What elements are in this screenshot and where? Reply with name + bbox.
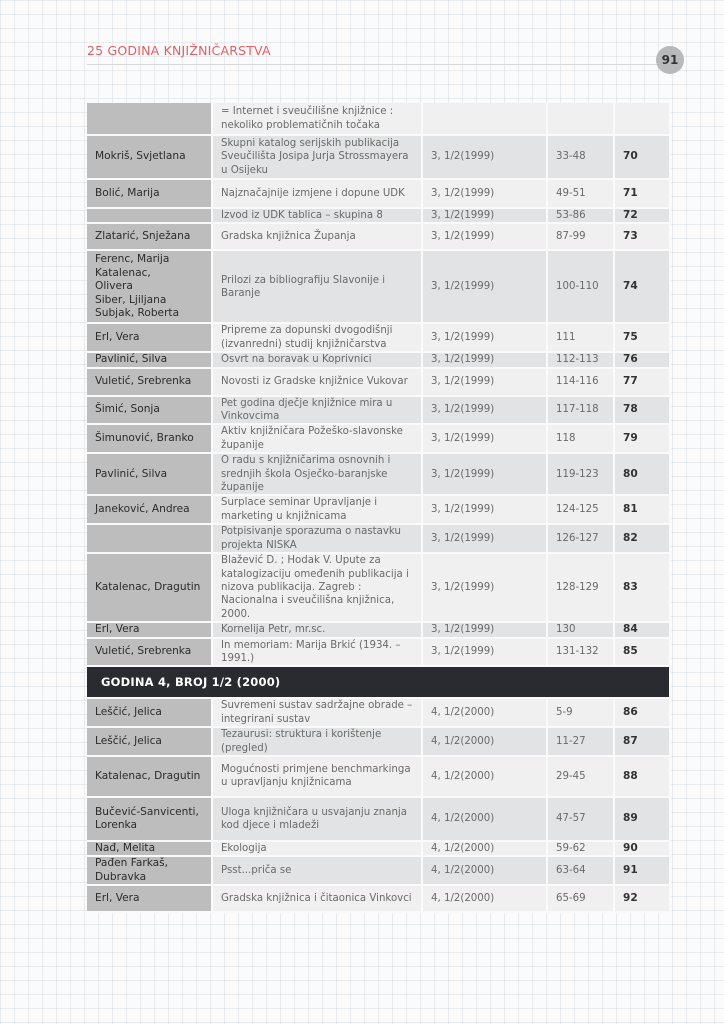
table-row: [87, 453, 670, 495]
issue-cell: 3, 1/2(1999): [422, 250, 547, 323]
pages-cell: 112-113: [547, 352, 614, 367]
issue-cell: 3, 1/2(1999): [422, 453, 547, 495]
entry-number-cell: 70: [614, 135, 670, 179]
author-cell: Katalenac, Dragutin: [87, 553, 212, 622]
author-cell: Erl, Vera: [87, 885, 212, 912]
author-line: Siber, Ljiljana: [95, 293, 167, 306]
pages-cell: 100-110: [547, 250, 614, 323]
title-cell: Skupni katalog serijskih publikacija Sveučilišta Josipa Jurja Strossmayera u Osijeku: [212, 135, 422, 179]
issue-cell: [422, 103, 547, 135]
entry-number-cell: 75: [614, 323, 670, 352]
author-line: Katalenac,: [95, 266, 151, 279]
author-cell: Nađ, Melita: [87, 841, 212, 856]
table-row: [87, 524, 670, 553]
author-cell: Pavlinić, Silva: [87, 352, 212, 367]
pages-cell: 111: [547, 323, 614, 352]
author-cell: Pađen Farkaš, Dubravka: [87, 856, 212, 885]
pages-cell: 118: [547, 424, 614, 453]
entry-number-cell: 92: [614, 885, 670, 912]
table-row: [87, 424, 670, 453]
section-header-label: GODINA 4, BROJ 1/2 (2000): [87, 666, 670, 698]
table-row: [87, 208, 670, 223]
table-row: [87, 179, 670, 208]
pages-cell: 117-118: [547, 396, 614, 425]
pages-cell: 65-69: [547, 885, 614, 912]
pages-cell: 126-127: [547, 524, 614, 553]
pages-cell: 53-86: [547, 208, 614, 223]
title-cell: Prilozi za bibliografiju Slavonije i Baranje: [212, 250, 422, 323]
author-cell: Šimunović, Branko: [87, 424, 212, 453]
author-cell: Bučević-Sanvicenti, Lorenka: [87, 797, 212, 841]
pages-cell: 124-125: [547, 495, 614, 524]
issue-cell: 3, 1/2(1999): [422, 424, 547, 453]
author-cell: Leščić, Jelica: [87, 727, 212, 756]
entry-number-cell: 80: [614, 453, 670, 495]
entry-number-cell: 88: [614, 756, 670, 797]
title-cell: In memoriam: Marija Brkić (1934. – 1991.): [212, 638, 422, 667]
table-row: [87, 756, 670, 797]
pages-cell: 33-48: [547, 135, 614, 179]
issue-cell: 4, 1/2(2000): [422, 756, 547, 797]
author-cell: Zlatarić, Snježana: [87, 223, 212, 250]
entry-number-cell: 83: [614, 553, 670, 622]
issue-cell: 3, 1/2(1999): [422, 208, 547, 223]
bibliography-table: [87, 103, 671, 913]
running-header-title: 25 GODINA KNJIŽNIČARSTVA: [87, 43, 271, 58]
table-row: [87, 553, 670, 622]
title-cell: Novosti iz Gradske knjižnice Vukovar: [212, 368, 422, 396]
pages-cell: 119-123: [547, 453, 614, 495]
title-cell: Tezaurusi: struktura i korištenje (pregled): [212, 727, 422, 756]
author-cell: Katalenac, Dragutin: [87, 756, 212, 797]
title-cell: Mogućnosti primjene benchmarkinga u upravljanju knjižnicama: [212, 756, 422, 797]
issue-cell: 3, 1/2(1999): [422, 638, 547, 667]
title-cell: Blažević D. ; Hodak V. Upute za katalogizaciju omeđenih publikacija i nizova publikacija. Zagreb : Nacionalna i sveučilišna knjižnica, 2000.: [212, 553, 422, 622]
pages-cell: 29-45: [547, 756, 614, 797]
table-row: [87, 223, 670, 250]
author-cell: [87, 103, 212, 135]
title-cell: Najznačajnije izmjene i dopune UDK: [212, 179, 422, 208]
title-cell: Ekologija: [212, 841, 422, 856]
author-line: Ferenc, Marija: [95, 253, 170, 266]
section-header-row: [87, 666, 670, 698]
entry-number-cell: 78: [614, 396, 670, 425]
issue-cell: 3, 1/2(1999): [422, 179, 547, 208]
entry-number-cell: 84: [614, 622, 670, 637]
pages-cell: 130: [547, 622, 614, 637]
issue-cell: 3, 1/2(1999): [422, 622, 547, 637]
author-cell: Erl, Vera: [87, 622, 212, 637]
table-row: [87, 841, 670, 856]
table-row: [87, 368, 670, 396]
author-line: Olivera: [95, 280, 133, 293]
table-row: [87, 250, 670, 323]
table-row: [87, 622, 670, 637]
table-row: [87, 727, 670, 756]
author-cell: Bolić, Marija: [87, 179, 212, 208]
author-cell: [87, 250, 212, 323]
entry-number-cell: 74: [614, 250, 670, 323]
entry-number-cell: 72: [614, 208, 670, 223]
table-row: [87, 352, 670, 367]
author-cell: Mokriš, Svjetlana: [87, 135, 212, 179]
issue-cell: 3, 1/2(1999): [422, 368, 547, 396]
issue-cell: 3, 1/2(1999): [422, 553, 547, 622]
issue-cell: 3, 1/2(1999): [422, 524, 547, 553]
title-cell: Aktiv knjižničara Požeško-slavonske županije: [212, 424, 422, 453]
title-cell: Izvod iz UDK tablica – skupina 8: [212, 208, 422, 223]
table-row: [87, 323, 670, 352]
author-cell: Pavlinić, Silva: [87, 453, 212, 495]
pages-cell: 128-129: [547, 553, 614, 622]
title-cell: Pet godina dječje knjižnice mira u Vinkovcima: [212, 396, 422, 425]
entry-number-cell: 89: [614, 797, 670, 841]
title-cell: Gradska knjižnica i čitaonica Vinkovci: [212, 885, 422, 912]
issue-cell: 4, 1/2(2000): [422, 885, 547, 912]
table-row: [87, 495, 670, 524]
issue-cell: 3, 1/2(1999): [422, 396, 547, 425]
table-row: [87, 103, 670, 135]
issue-cell: 3, 1/2(1999): [422, 135, 547, 179]
title-cell: Psst...priča se: [212, 856, 422, 885]
title-cell: Potpisivanje sporazuma o nastavku projekta NISKA: [212, 524, 422, 553]
issue-cell: 4, 1/2(2000): [422, 841, 547, 856]
entry-number-cell: [614, 103, 670, 135]
entry-number-cell: 81: [614, 495, 670, 524]
pages-cell: 114-116: [547, 368, 614, 396]
entry-number-cell: 71: [614, 179, 670, 208]
table-row: [87, 856, 670, 885]
title-cell: Osvrt na boravak u Koprivnici: [212, 352, 422, 367]
header-divider: [87, 64, 660, 65]
issue-cell: 4, 1/2(2000): [422, 797, 547, 841]
issue-cell: 3, 1/2(1999): [422, 352, 547, 367]
title-cell: Kornelija Petr, mr.sc.: [212, 622, 422, 637]
table-row: [87, 698, 670, 727]
pages-cell: 59-62: [547, 841, 614, 856]
author-cell: Vuletić, Srebrenka: [87, 638, 212, 667]
entry-number-cell: 79: [614, 424, 670, 453]
table-row: [87, 885, 670, 912]
issue-cell: 4, 1/2(2000): [422, 856, 547, 885]
author-cell: Šimić, Sonja: [87, 396, 212, 425]
author-cell: Janeković, Andrea: [87, 495, 212, 524]
entry-number-cell: 82: [614, 524, 670, 553]
table-row: [87, 396, 670, 425]
entry-number-cell: 91: [614, 856, 670, 885]
table-row: [87, 135, 670, 179]
table-row: [87, 638, 670, 667]
title-cell: O radu s knjižničarima osnovnih i srednjih škola Osječko-baranjske županije: [212, 453, 422, 495]
issue-cell: 4, 1/2(2000): [422, 727, 547, 756]
title-cell: Gradska knjižnica Županja: [212, 223, 422, 250]
issue-cell: 3, 1/2(1999): [422, 495, 547, 524]
author-cell: Leščić, Jelica: [87, 698, 212, 727]
pages-cell: [547, 103, 614, 135]
pages-cell: 63-64: [547, 856, 614, 885]
pages-cell: 131-132: [547, 638, 614, 667]
issue-cell: 3, 1/2(1999): [422, 323, 547, 352]
entry-number-cell: 85: [614, 638, 670, 667]
title-cell: Pripreme za dopunski dvogodišnji (izvanredni) studij knjižničarstva: [212, 323, 422, 352]
entry-number-cell: 73: [614, 223, 670, 250]
author-cell: Vuletić, Srebrenka: [87, 368, 212, 396]
title-cell: = Internet i sveučilišne knjižnice : nekoliko problematičnih točaka: [212, 103, 422, 135]
title-cell: Uloga knjižničara u usvajanju znanja kod djece i mladeži: [212, 797, 422, 841]
entry-number-cell: 77: [614, 368, 670, 396]
author-cell: [87, 524, 212, 553]
pages-cell: 87-99: [547, 223, 614, 250]
entry-number-cell: 86: [614, 698, 670, 727]
author-cell: [87, 208, 212, 223]
entry-number-cell: 76: [614, 352, 670, 367]
entry-number-cell: 87: [614, 727, 670, 756]
entry-number-cell: 90: [614, 841, 670, 856]
issue-cell: 3, 1/2(1999): [422, 223, 547, 250]
pages-cell: 49-51: [547, 179, 614, 208]
pages-cell: 5-9: [547, 698, 614, 727]
pages-cell: 11-27: [547, 727, 614, 756]
title-cell: Suvremeni sustav sadržajne obrade – integrirani sustav: [212, 698, 422, 727]
page-number-badge: 91: [656, 46, 684, 74]
title-cell: Surplace seminar Upravljanje i marketing u knjižnicama: [212, 495, 422, 524]
issue-cell: 4, 1/2(2000): [422, 698, 547, 727]
pages-cell: 47-57: [547, 797, 614, 841]
author-line: Subjak, Roberta: [95, 307, 180, 320]
author-cell: Erl, Vera: [87, 323, 212, 352]
table-row: [87, 797, 670, 841]
